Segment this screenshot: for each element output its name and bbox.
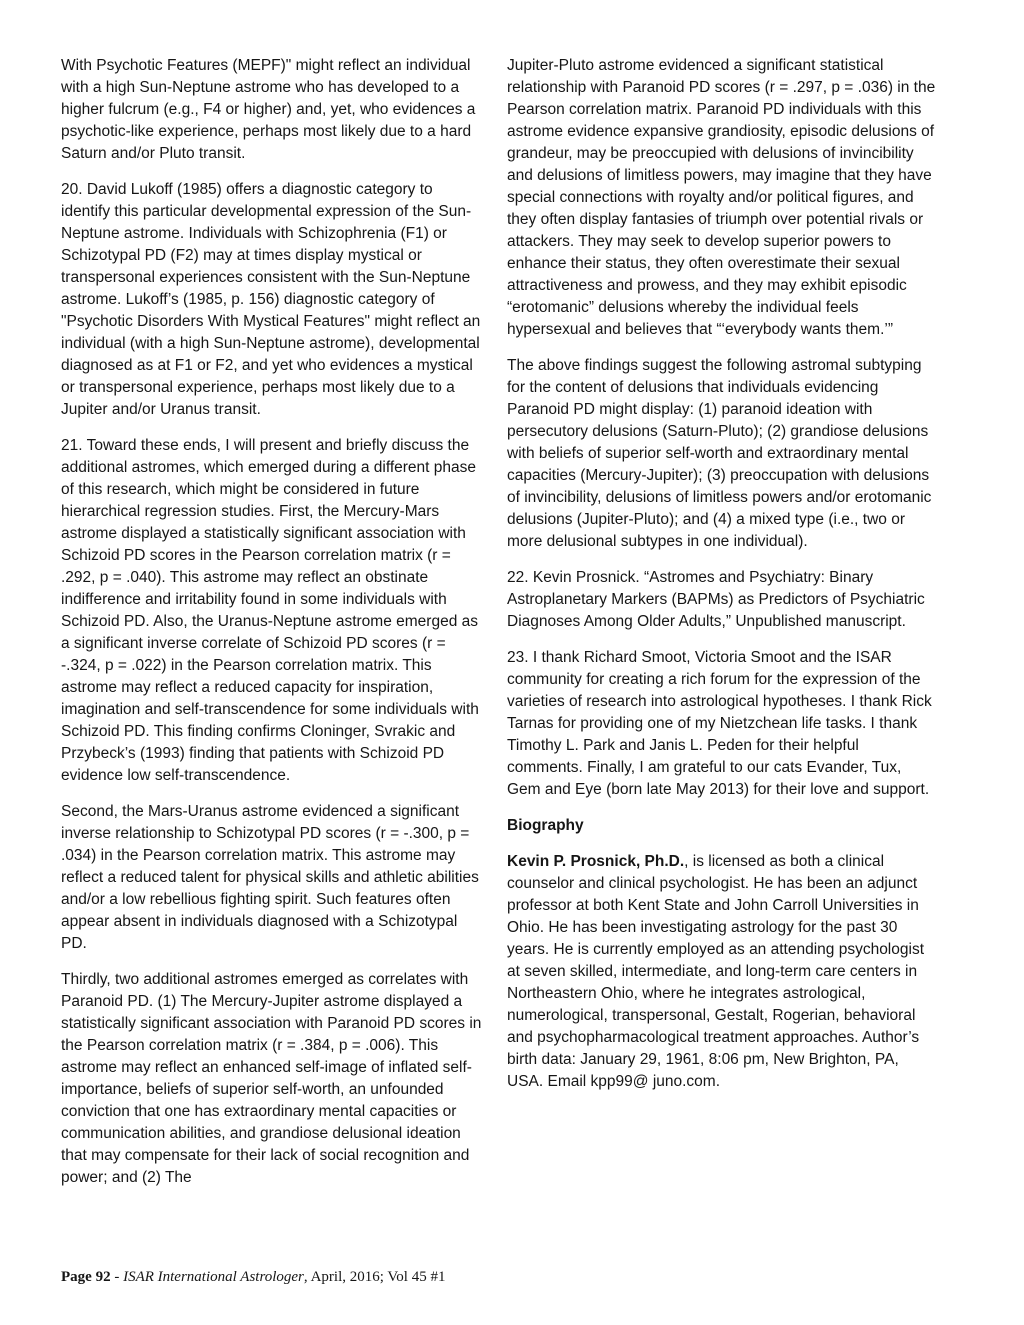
- paragraph-note-21: 21. Toward these ends, I will present and briefly discuss the additional astromes, which emerged during a different phase of this research, which might be considered in future hierarchical regression studies. First, the Mercury-Mars astrome displayed a statistically significant association with Schizoid PD scores in the Pearson correlation matrix (r = .292, p = .040). This astrome may reflect an obstinate indifference and irritability found in some individuals with Schizoid PD. Also, the Uranus-Neptune astrome emerged as a significant inverse correlate of Schizoid PD scores (r = -.324, p = .022) in the Pearson correlation matrix. This astrome may reflect a reduced capacity for inspiration, imagination and self-transcendence for some individuals with Schizoid PD. This finding confirms Cloninger, Svrakic and Przybeck’s (1993) finding that patients with Schizoid PD evidence low self-transcendence.: [61, 437, 479, 784]
- page-footer: [61, 1269, 445, 1286]
- paragraph-mars-uranus: Second, the Mars-Uranus astrome evidenced a significant inverse relationship to Schizotypal PD scores (r = -.300, p = .034) in the Pearson correlation matrix. This astrome may reflect a reduced talent for physical skills and athletic abilities and/or a low rebellious fighting spirit. Such features often appear absent in individuals diagnosed with a Schizotypal PD.: [61, 803, 479, 952]
- right-column: [507, 55, 937, 1107]
- paragraph-mepf-continuation: With Psychotic Features (MEPF)" might reflect an individual with a high Sun-Neptune astrome who has developed to a higher fulcrum (e.g., F4 or higher) and, yet, who evidences a psychotic-like experience, perhaps most likely due to a hard Saturn and/or Pluto transit.: [61, 57, 476, 162]
- issue-info: , April, 2016; Vol 45 #1: [303, 1269, 446, 1285]
- footer-separator: -: [110, 1269, 124, 1285]
- biography-text: , is licensed as both a clinical counselor and clinical psychologist. He has been an adjunct professor at both Kent State and John Carroll Universities in Ohio. He has been investigating astrology for the past 30 years. He is currently employed as an attending psychologist at seven skilled, intermediate, and long-term care centers in Northeastern Ohio, where he integrates astrological, numerological, transpersonal, Gestalt, Rogerian, behavioral and psychopharmacological treatment approaches. Author’s birth data: January 29, 1961, 8:06 pm, New Brighton, PA, USA. Email kpp99@ juno.com.: [507, 853, 924, 1090]
- paragraph-note-22: 22. Kevin Prosnick. “Astromes and Psychiatry: Binary Astroplanetary Markers (BAPMs) as Predictors of Psychiatric Diagnoses Among Older Adults,” Unpublished manuscript.: [507, 569, 925, 630]
- left-column: [61, 55, 486, 1203]
- paragraph-subtyping: The above findings suggest the following astromal subtyping for the content of delusions that individuals evidencing Paranoid PD might display: (1) paranoid ideation with persecutory delusions (Saturn-Pluto); (2) grandiose delusions with beliefs of superior self-worth and extraordinary mental capacities (Mercury-Jupiter); (3) preoccupation with delusions of invincibility, delusions of limitless powers and/or erotomanic delusions (Jupiter-Pluto); and (4) a mixed type (i.e., two or more delusional subtypes in one individual).: [507, 357, 932, 550]
- biography-heading: Biography: [507, 817, 584, 834]
- paragraph-paranoid-pd: Thirdly, two additional astromes emerged as correlates with Paranoid PD. (1) The Mercury-Jupiter astrome displayed a statistically significant association with Paranoid PD scores in the Pearson correlation matrix (r = .384, p = .006). This astrome may reflect an enhanced self-image of inflated self-importance, beliefs of superior self-worth, an unfounded conviction that one has extraordinary mental capacities or communication abilities, and grandiose delusional ideation that may compensate for their lack of social recognition and power; and (2) The: [61, 971, 482, 1186]
- journal-title: ISAR International Astrologer: [123, 1269, 304, 1285]
- paragraph-jupiter-pluto: Jupiter-Pluto astrome evidenced a significant statistical relationship with Paranoid PD scores (r = .297, p = .036) in the Pearson correlation matrix. Paranoid PD individuals with this astrome evidence expansive grandiosity, episodic delusions of grandeur, may be preoccupied with delusions of invincibility and delusions of limitless powers, may imagine that they have special connections with royalty and/or political figures, and they often display fantasies of triumph over potential rivals or attackers. They may seek to develop superior powers to enhance their status, they often overestimate their sexual attractiveness and prowess, and they may exhibit episodic “erotomanic” delusions whereby the individual feels hypersexual and believes that “‘everybody wants them.’”: [507, 57, 936, 338]
- author-name: Kevin P. Prosnick, Ph.D.: [507, 853, 685, 870]
- page-number: Page 92: [61, 1269, 111, 1285]
- biography-paragraph: [507, 851, 937, 1093]
- paragraph-note-20: 20. David Lukoff (1985) offers a diagnostic category to identify this particular developmental expression of the Sun-Neptune astrome. Individuals with Schizophrenia (F1) or Schizotypal PD (F2) may at times display mystical or transpersonal experiences consistent with the Sun-Neptune astrome. Lukoff’s (1985, p. 156) diagnostic category of "Psychotic Disorders With Mystical Features" might reflect an individual (with a high Sun-Neptune astrome), developmental diagnosed as at F1 or F2, and yet who evidences a mystical or transpersonal experience, perhaps most likely due to a Jupiter and/or Uranus transit.: [61, 181, 481, 418]
- paragraph-note-23: 23. I thank Richard Smoot, Victoria Smoot and the ISAR community for creating a rich forum for the expression of the varieties of research into astrological hypotheses. I thank Rick Tarnas for providing one of my Nietzchean life tasks. I thank Timothy L. Park and Janis L. Peden for their helpful comments. Finally, I am grateful to our cats Evander, Tux, Gem and Eye (born late May 2013) for their love and support.: [507, 649, 932, 798]
